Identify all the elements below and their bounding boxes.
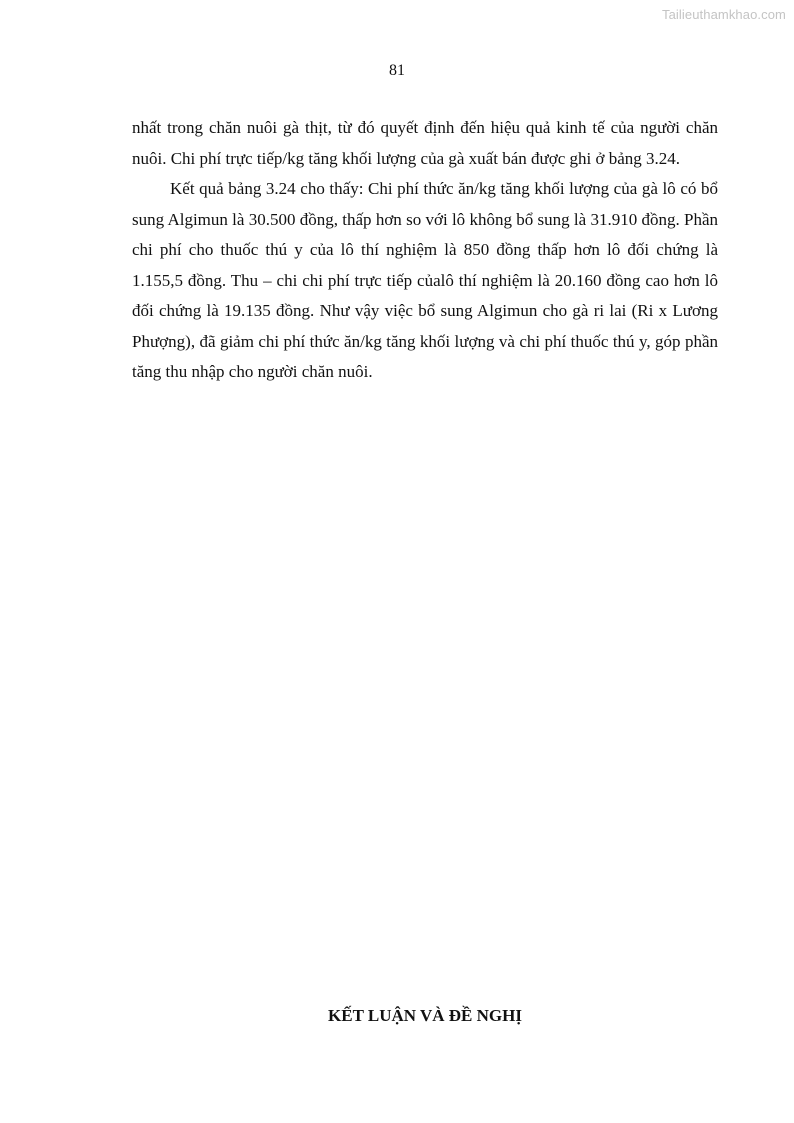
paragraph-results: Kết quả bảng 3.24 cho thấy: Chi phí thức ăn/kg tăng khối lượng của gà lô có bổ sung Algimun là 30.500 đồng, thấp hơn so với lô không bổ sung là 31.910 đồng. Phần chi phí cho thuốc thú y của lô thí nghiệm là 850 đồng thấp hơn lô đối chứng là 1.155,5 đồng. Thu – chi chi phí trực tiếp củalô thí nghiệm là 20.160 đồng cao hơn lô đối chứng là 19.135 đồng. Như vậy việc bổ sung Algimun cho gà ri lai (Ri x Lương Phượng), đã giảm chi phí thức ăn/kg tăng khối lượng và chi phí thuốc thú y, góp phần tăng thu nhập cho người chăn nuôi.	[132, 179, 718, 381]
body-text	[132, 113, 718, 388]
watermark-text: Tailieuthamkhao.com	[661, 7, 786, 22]
section-heading: KẾT LUẬN VÀ ĐỀ NGHỊ	[328, 1006, 522, 1025]
page-number: 81	[389, 62, 405, 79]
paragraph-continued: nhất trong chăn nuôi gà thịt, từ đó quyết định đến hiệu quả kinh tế của người chăn nuôi. Chi phí trực tiếp/kg tăng khối lượng của gà xuất bán được ghi ở bảng 3.24.	[132, 118, 718, 168]
